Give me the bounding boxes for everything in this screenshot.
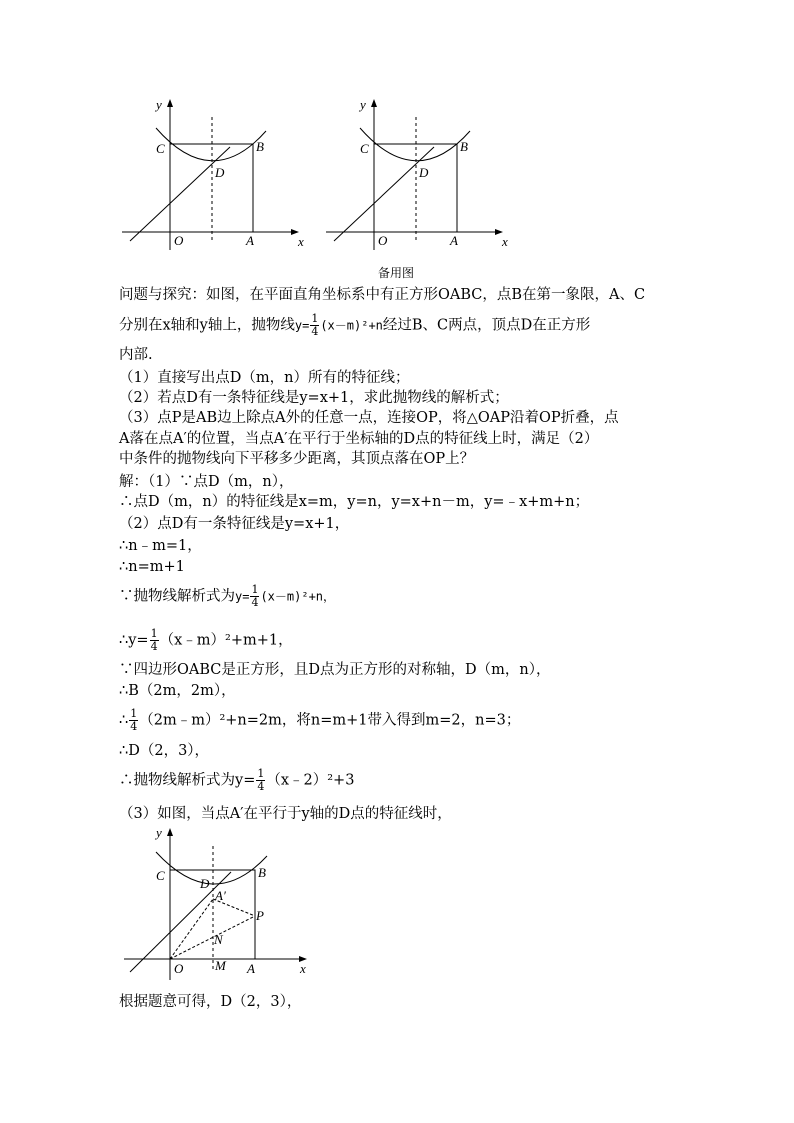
figure-3 <box>118 822 318 982</box>
solution-line-6 <box>119 584 335 609</box>
square-oabc <box>170 144 253 232</box>
solution-line-7 <box>119 628 293 653</box>
feature-line <box>130 872 231 972</box>
fraction <box>150 628 159 653</box>
question-1: （1）直接写出点D（m，n）所有的特征线； <box>119 370 410 386</box>
label-b: B <box>256 139 264 154</box>
fraction <box>129 708 138 733</box>
fraction-num: 1 <box>130 707 138 720</box>
fraction-den: 4 <box>257 780 265 793</box>
label-x: x <box>298 234 304 249</box>
problem-line-3: 内部. <box>119 347 153 363</box>
fraction-num: 1 <box>150 627 158 640</box>
solution-line-3: （2）点D有一条特征线是y=x+1， <box>119 516 350 532</box>
solution-line-2: ∴点D（m，n）的特征线是x=m，y=n，y=x+n－m，y=﹣x+m+n； <box>119 494 590 510</box>
fraction-num: 1 <box>251 583 259 596</box>
label-b: B <box>460 139 468 154</box>
label-x: x <box>300 961 306 976</box>
fraction <box>250 584 259 609</box>
fraction-num: 1 <box>311 312 319 325</box>
question-3-line-1: （3）点P是AB边上除点A外的任意一点，连接OP，将△OAP沿着OP折叠，点 <box>119 410 619 426</box>
feature-line <box>130 147 230 241</box>
solution-line-9: ∴B（2m，2m）， <box>119 683 236 699</box>
question-3-line-2: A落在点A′的位置，当点A′在平行于坐标轴的D点的特征线上时，满足（2） <box>119 431 599 447</box>
equation-body: (x－m)²+n， <box>260 589 336 604</box>
label-d: D <box>200 876 210 891</box>
label-y: y <box>156 97 162 112</box>
fraction-den: 4 <box>251 596 259 609</box>
feature-line <box>334 147 434 241</box>
problem-line-1: 问题与探究：如图，在平面直角坐标系中有正方形OABC，点B在第一象限，A、C <box>119 287 646 303</box>
solution-line-10 <box>119 708 520 733</box>
label-m: M <box>215 958 226 973</box>
solution-text: ∴ <box>119 712 129 729</box>
label-x: x <box>502 234 508 249</box>
y-arrow-icon <box>167 99 173 107</box>
question-2: （2）若点D有一条特征线是y=x+1，求此抛物线的解析式； <box>119 390 509 406</box>
solution-line-8: ∵四边形OABC是正方形，且D点为正方形的对称轴，D（m，n）， <box>119 662 551 678</box>
y-arrow-icon <box>371 99 377 107</box>
label-a: A <box>247 961 255 976</box>
label-y: y <box>360 97 366 112</box>
solution-text: （2m﹣m）²+n=2m，将n=m+1带入得到m=2，n=3； <box>139 712 521 729</box>
question-3-line-3: 中条件的抛物线向下平移多少距离，其顶点落在OP上？ <box>119 451 475 467</box>
label-d: D <box>419 165 429 180</box>
equation-prefix: y= <box>235 589 250 604</box>
y-arrow-icon <box>167 828 173 836</box>
parabola <box>156 852 267 884</box>
figure-2 <box>322 95 522 255</box>
label-b: B <box>258 865 266 880</box>
label-c: C <box>360 141 369 156</box>
fraction-num: 1 <box>257 767 265 780</box>
fraction-den: 4 <box>150 640 158 653</box>
label-o: O <box>174 233 184 248</box>
label-a: A <box>246 233 254 248</box>
label-a: A <box>450 233 458 248</box>
solution-line-11: ∴D（2，3）， <box>119 743 210 759</box>
figure-1 <box>118 95 318 255</box>
solution-text: ∴y= <box>119 632 149 649</box>
fraction <box>256 768 265 793</box>
fraction-den: 4 <box>311 325 319 338</box>
solution-line-13: （3）如图，当点A′在平行于y轴的D点的特征线时， <box>119 806 452 822</box>
problem-text: 经过B、C两点，顶点D在正方形 <box>382 317 591 334</box>
problem-line-2 <box>119 313 590 338</box>
label-n: N <box>214 932 223 947</box>
solution-text: （x﹣m）²+m+1， <box>159 632 293 649</box>
equation-prefix: y= <box>294 318 310 333</box>
figure-caption: 备用图 <box>378 266 415 280</box>
square-oabc <box>374 144 457 232</box>
label-a-prime: A′ <box>215 888 226 903</box>
fraction-den: 4 <box>130 720 138 733</box>
solution-line-4: ∴n﹣m=1， <box>119 538 202 554</box>
label-y: y <box>156 825 162 840</box>
solution-line-1: 解：（1）∵点D（m，n）， <box>119 474 294 490</box>
label-c: C <box>156 868 165 883</box>
label-d: D <box>215 165 225 180</box>
solution-text: ∵抛物线解析式为 <box>119 588 235 605</box>
solution-line-14: 根据题意可得，D（2，3）， <box>119 994 302 1010</box>
label-o: O <box>174 961 184 976</box>
label-c: C <box>156 141 165 156</box>
solution-text: ∴抛物线解析式为y= <box>119 772 256 789</box>
equation-body: (x－m)²+n <box>320 318 383 333</box>
label-o: O <box>378 233 388 248</box>
label-p: P <box>256 908 264 923</box>
fraction <box>310 313 319 338</box>
problem-text: 分别在x轴和y轴上，抛物线 <box>119 317 295 334</box>
solution-text: （x﹣2）²+3 <box>266 772 355 789</box>
solution-line-12 <box>119 768 354 793</box>
segment-oa-prime <box>170 899 213 959</box>
segment-op <box>170 916 255 959</box>
solution-line-5: ∴n=m+1 <box>119 559 185 575</box>
